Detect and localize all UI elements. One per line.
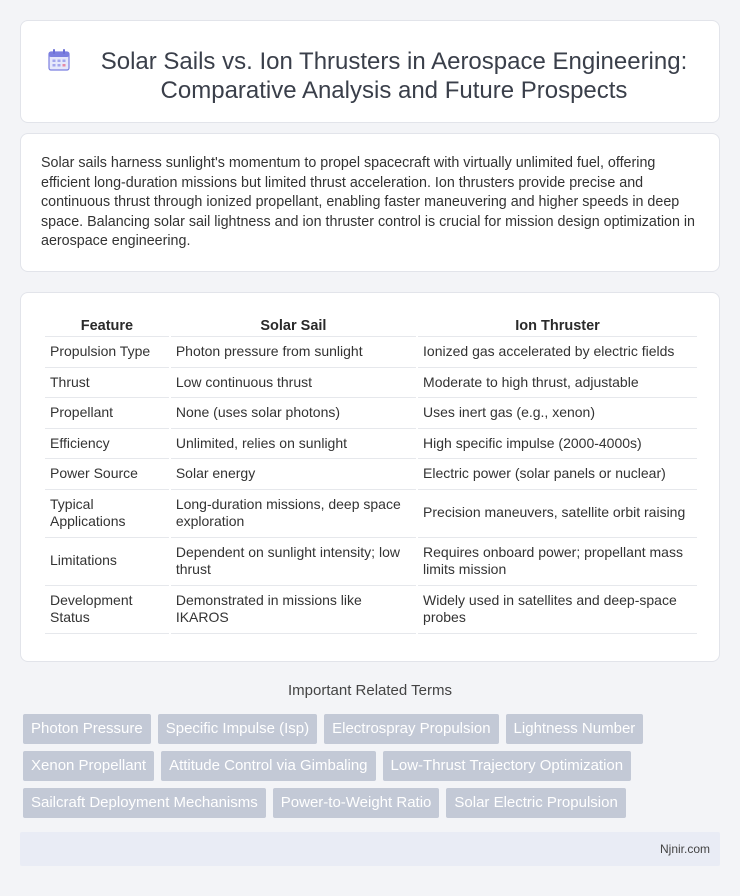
related-term-tag[interactable]: Lightness Number — [506, 714, 644, 744]
header-feature: Feature — [45, 315, 169, 337]
related-term-tag[interactable]: Power-to-Weight Ratio — [273, 788, 440, 818]
header-ion-thruster: Ion Thruster — [418, 315, 697, 337]
ion-thruster-cell: Ionized gas accelerated by electric fields — [418, 337, 697, 368]
title-card — [20, 20, 720, 123]
comparison-table — [43, 315, 699, 634]
ion-thruster-cell: Precision maneuvers, satellite orbit raising — [418, 490, 697, 538]
solar-sail-cell: Low continuous thrust — [171, 368, 416, 399]
feature-cell: Thrust — [45, 368, 169, 399]
related-term-tag[interactable]: Xenon Propellant — [23, 751, 154, 781]
ion-thruster-cell: High specific impulse (2000-4000s) — [418, 429, 697, 460]
feature-cell: Limitations — [45, 538, 169, 586]
table-row — [45, 459, 697, 490]
feature-cell: Propulsion Type — [45, 337, 169, 368]
related-term-tag[interactable]: Photon Pressure — [23, 714, 151, 744]
feature-cell: Efficiency — [45, 429, 169, 460]
ion-thruster-cell: Widely used in satellites and deep-space probes — [418, 586, 697, 634]
table-row — [45, 429, 697, 460]
feature-cell: Typical Applications — [45, 490, 169, 538]
related-terms-heading: Important Related Terms — [288, 682, 452, 699]
related-term-tag[interactable]: Sailcraft Deployment Mechanisms — [23, 788, 266, 818]
summary-paragraph: Solar sails harness sunlight's momentum to propel spacecraft with virtually unlimited fuel, offering efficient long-duration missions but limited thrust acceleration. Ion thrusters provide precise and continuous thrust through ionized propellant, enabling faster maneuvering and higher speeds in deep space. Balancing solar sail lightness and ion thruster control is crucial for mission design optimization in aerospace engineering. — [41, 155, 696, 249]
solar-sail-cell: Photon pressure from sunlight — [171, 337, 416, 368]
footer-site-link[interactable]: Njnir.com — [659, 842, 710, 856]
comparison-table-card — [20, 292, 720, 662]
page-title: Solar Sails vs. Ion Thrusters in Aerospace Engineering: Comparative Analysis and Future Prospects — [100, 48, 688, 104]
table-header-row — [45, 315, 697, 337]
solar-sail-cell: Unlimited, relies on sunlight — [171, 429, 416, 460]
table-row — [45, 586, 697, 634]
related-term-tag[interactable]: Specific Impulse (Isp) — [158, 714, 317, 744]
feature-cell: Propellant — [45, 398, 169, 429]
ion-thruster-cell: Electric power (solar panels or nuclear) — [418, 459, 697, 490]
related-term-tag[interactable]: Attitude Control via Gimbaling — [161, 751, 375, 781]
table-row — [45, 398, 697, 429]
calendar-icon — [46, 47, 72, 73]
table-row — [45, 490, 697, 538]
feature-cell: Power Source — [45, 459, 169, 490]
solar-sail-cell: Solar energy — [171, 459, 416, 490]
solar-sail-cell: Demonstrated in missions like IKAROS — [171, 586, 416, 634]
solar-sail-cell: Long-duration missions, deep space exploration — [171, 490, 416, 538]
ion-thruster-cell: Moderate to high thrust, adjustable — [418, 368, 697, 399]
ion-thruster-cell: Uses inert gas (e.g., xenon) — [418, 398, 697, 429]
related-terms-list — [23, 714, 723, 818]
related-term-tag[interactable]: Solar Electric Propulsion — [446, 788, 625, 818]
feature-cell: Development Status — [45, 586, 169, 634]
solar-sail-cell: None (uses solar photons) — [171, 398, 416, 429]
header-solar-sail: Solar Sail — [171, 315, 416, 337]
table-row — [45, 337, 697, 368]
related-term-tag[interactable]: Low-Thrust Trajectory Optimization — [383, 751, 632, 781]
related-term-tag[interactable]: Electrospray Propulsion — [324, 714, 498, 744]
ion-thruster-cell: Requires onboard power; propellant mass limits mission — [418, 538, 697, 586]
table-row — [45, 368, 697, 399]
table-row — [45, 538, 697, 586]
solar-sail-cell: Dependent on sunlight intensity; low thrust — [171, 538, 416, 586]
footer — [20, 832, 720, 866]
summary-card — [20, 133, 720, 272]
